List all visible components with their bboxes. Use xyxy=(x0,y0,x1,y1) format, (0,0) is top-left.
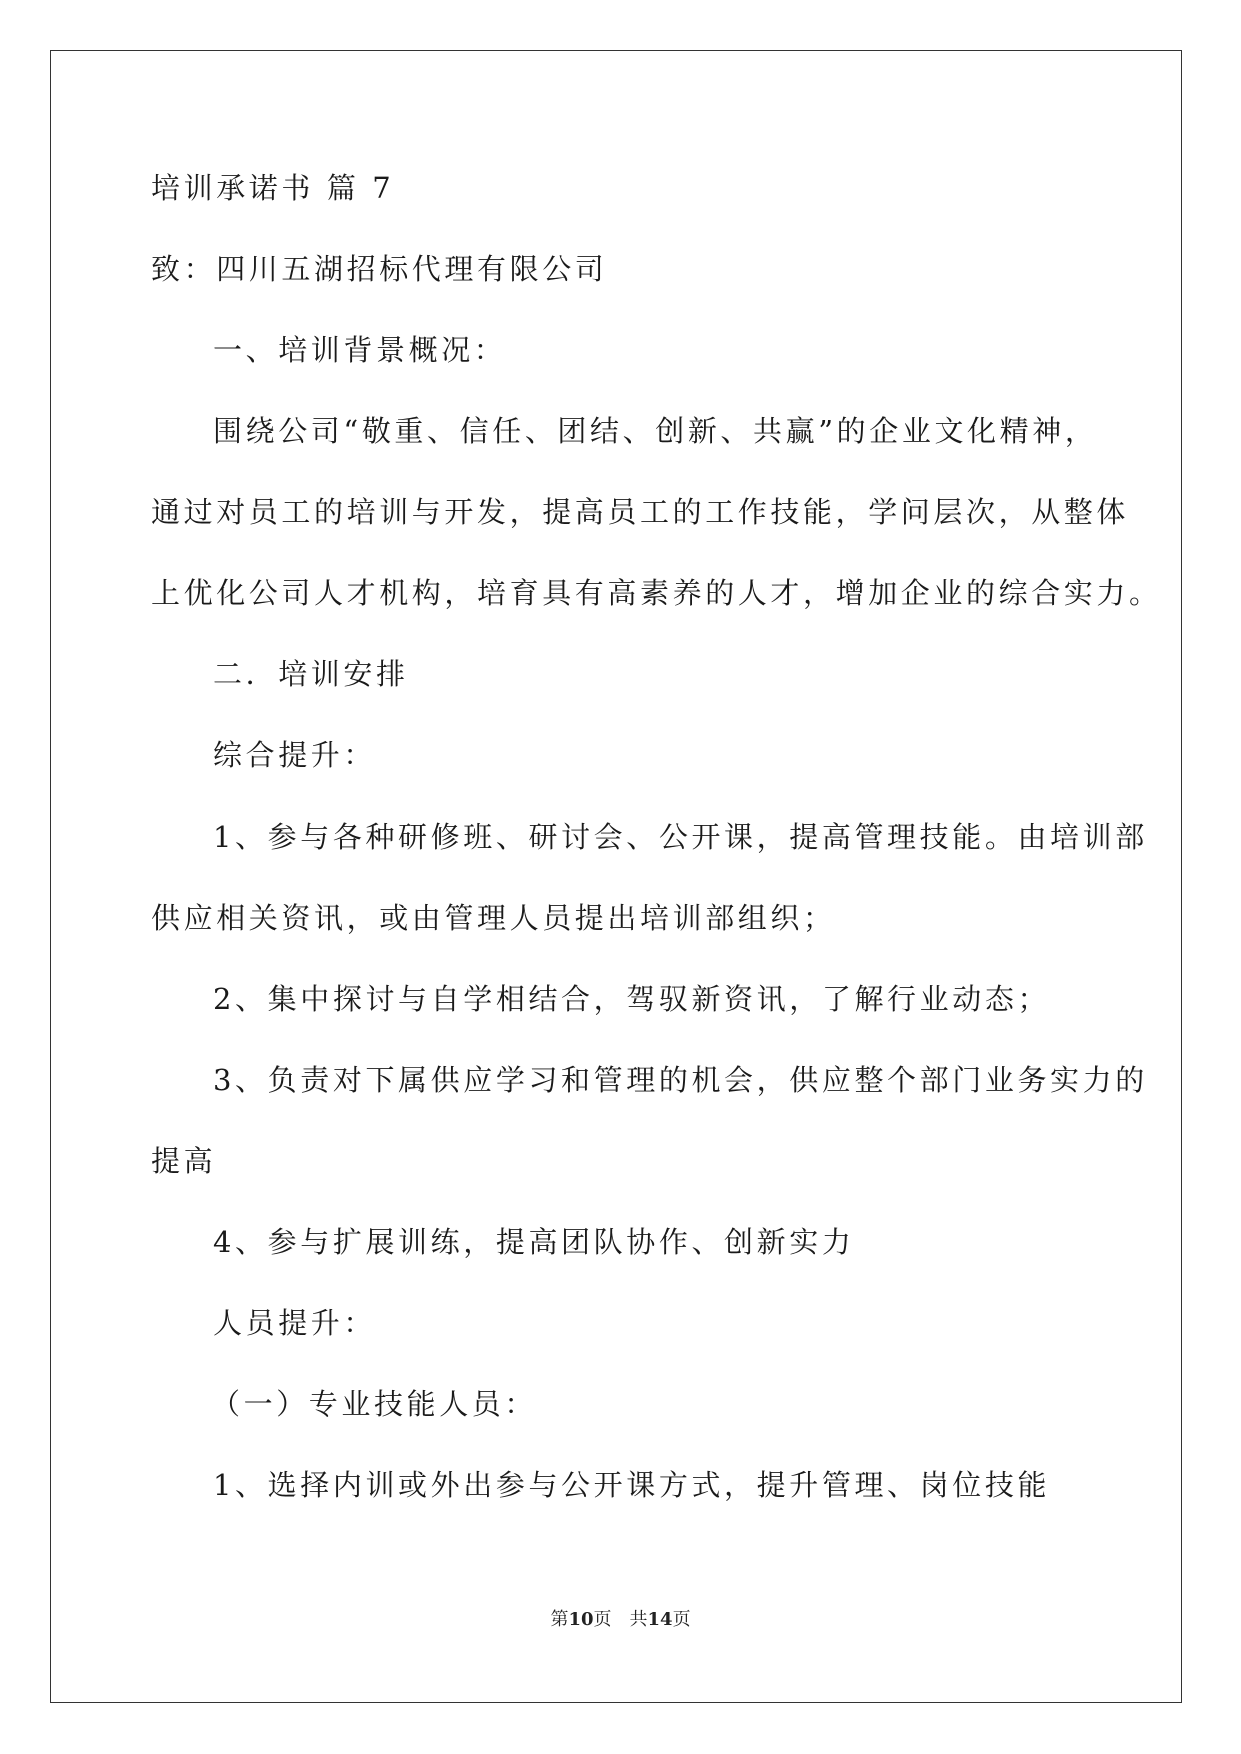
document-title: 培训承诺书 篇 7 xyxy=(151,171,395,205)
section-heading-arrangement: 二．培训安排 xyxy=(213,657,409,691)
footer-total-suffix: 页 xyxy=(672,1609,691,1630)
paragraph-line: 通过对员工的培训与开发，提高员工的工作技能，学问层次，从整体 xyxy=(151,495,1130,529)
paragraph-line: 提高 xyxy=(151,1144,217,1178)
footer-page-number: 10 xyxy=(568,1609,594,1630)
paragraph-line: 上优化公司人才机构，培育具有高素养的人才，增加企业的综合实力。 xyxy=(151,576,1162,610)
subheading-professional: （一）专业技能人员： xyxy=(211,1387,538,1421)
page-border xyxy=(50,50,1182,1703)
section-heading-background: 一、培训背景概况： xyxy=(213,333,507,367)
footer-total-pages: 14 xyxy=(647,1609,673,1630)
list-item: 4、参与扩展训练，提高团队协作、创新实力 xyxy=(213,1225,855,1259)
footer-page-prefix: 第 xyxy=(550,1609,569,1630)
list-item: 1、参与各种研修班、研讨会、公开课，提高管理技能。由培训部 xyxy=(213,820,1148,854)
addressee: 致：四川五湖招标代理有限公司 xyxy=(151,252,608,286)
list-item: 2、集中探讨与自学相结合，驾驭新资讯，了解行业动态； xyxy=(213,982,1051,1016)
subheading-personnel: 人员提升： xyxy=(213,1306,377,1340)
paragraph-line: 围绕公司“敬重、信任、团结、创新、共赢”的企业文化精神， xyxy=(213,414,1098,448)
footer-page-suffix: 页 xyxy=(593,1609,612,1630)
footer-total-prefix: 共 xyxy=(629,1609,648,1630)
list-item: 3、负责对下属供应学习和管理的机会，供应整个部门业务实力的 xyxy=(213,1063,1148,1097)
paragraph-line: 供应相关资讯，或由管理人员提出培训部组织； xyxy=(151,901,836,935)
page-footer xyxy=(0,1608,1241,1632)
subheading-comprehensive: 综合提升： xyxy=(213,738,377,772)
list-item: 1、选择内训或外出参与公开课方式，提升管理、岗位技能 xyxy=(213,1468,1051,1502)
